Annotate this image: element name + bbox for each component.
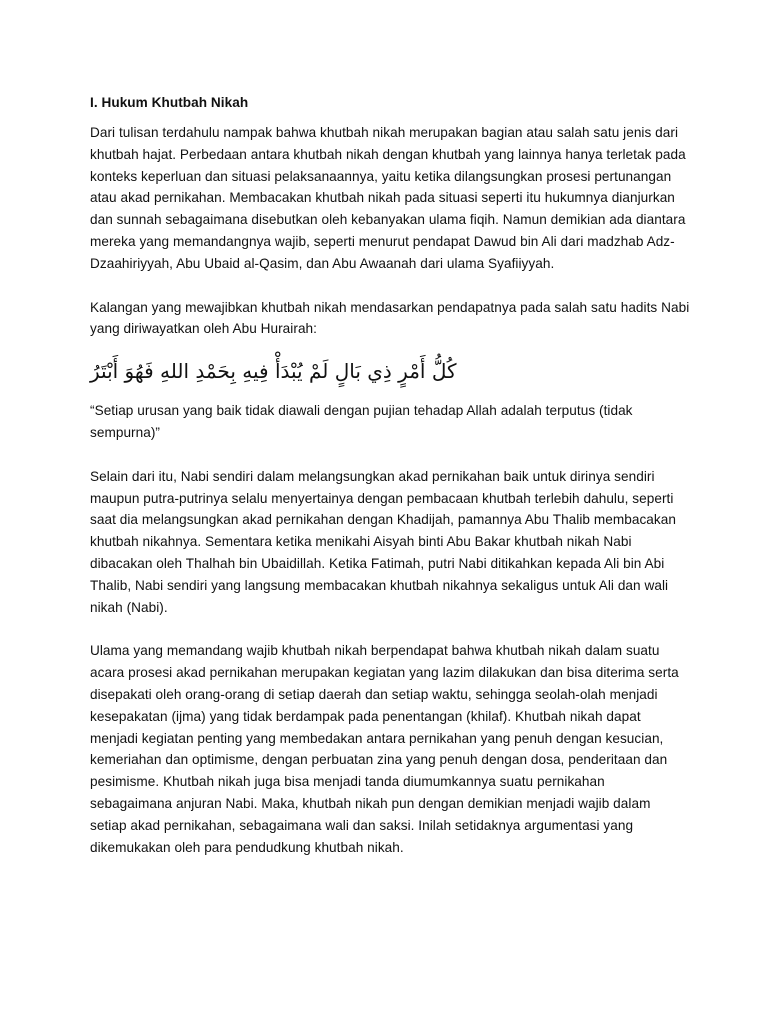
section-heading: I. Hukum Khutbah Nikah xyxy=(90,95,249,110)
paragraph-2: Kalangan yang mewajibkan khutbah nikah mendasarkan pendapatnya pada salah satu hadits Nabi yang diriwayatkan oleh Abu Hurairah: xyxy=(90,299,690,337)
paragraph-3: Selain dari itu, Nabi sendiri dalam melangsungkan akad pernikahan baik untuk dirinya sendiri maupun putra-putrinya selalu menyertainya dengan pembacaan khutbah terlebih dahulu, seperti saat dia melangsungkan akad pernikahan dengan Khadijah, pamannya Abu Thalib membacakan khutbah nikahnya. Sementara ketika menikahi Aisyah binti Abu Bakar khutbah nikah Nabi dibacakan oleh Thalhah bin Ubaidillah. Ketika Fatimah, putri Nabi ditikahkan kepada Ali bin Abi Thalib, Nabi sendiri yang langsung membacakan khutbah nikahnya sekaligus untuk Ali dan wali nikah (Nabi). xyxy=(90,468,676,615)
spacer xyxy=(90,444,690,466)
spacer xyxy=(90,618,690,640)
hadith-translation: “Setiap urusan yang baik tidak diawali dengan pujian tehadap Allah adalah terputus (tidak sempurna)” xyxy=(90,403,633,440)
document-page xyxy=(90,94,690,858)
spacer xyxy=(90,275,690,297)
paragraph-1: Dari tulisan terdahulu nampak bahwa khutbah nikah merupakan bagian atau salah satu jenis dari khutbah hajat. Perbedaan antara khutbah nikah dengan khutbah yang lainnya hanya terletak pada konteks keperluan dan situasi pelaksanaannya, yaitu ketika dilangsungkan prosesi pertunangan atau akad pernikahan. Membacakan khutbah nikah pada situasi seperti itu hukumnya dianjurkan dan sunnah sebagaimana disebutkan oleh kebanyakan ulama fiqih. Namun demikian ada diantara mereka yang memandangnya wajib, seperti menurut pendapat Dawud bin Ali dari madzhab Adz-Dzaahiriyyah, Abu Ubaid al-Qasim, dan Abu Awaanah dari ulama Syafiiyyah. xyxy=(90,125,686,271)
paragraph-4: Ulama yang memandang wajib khutbah nikah berpendapat bahwa khutbah nikah dalam suatu acara prosesi akad pernikahan merupakan kegiatan yang lazim dilakukan dan bisa diterima serta disepakati oleh orang-orang di setiap daerah dan setiap waktu, sehingga seolah-olah menjadi kesepakatan (ijma) yang tidak berdampak pada penentangan (khilaf). Khutbah nikah dapat menjadi kegiatan penting yang membedakan antara pernikahan yang penuh dengan kesucian, kemeriahan dan optimisme, dengan perbuatan zina yang penuh dengan dosa, penderitaan dan pesimisme. Khutbah nikah juga bisa menjadi tanda diumumkannya suatu pernikahan sebagaimana anjuran Nabi. Maka, khutbah nikah pun dengan demikian menjadi wajib dalam setiap akad pernikahan, sebagaimana wali dan saksi. Inilah setidaknya argumentasi yang dikemukakan oleh para pendudkung khutbah nikah. xyxy=(90,643,679,855)
arabic-hadith: كُلُّ أَمْرٍ ذِي بَالٍ لَمْ يُبْدَأْ فِيهِ بِحَمْدِ اللهِ فَهُوَ أَبْتَرُ xyxy=(90,359,457,384)
